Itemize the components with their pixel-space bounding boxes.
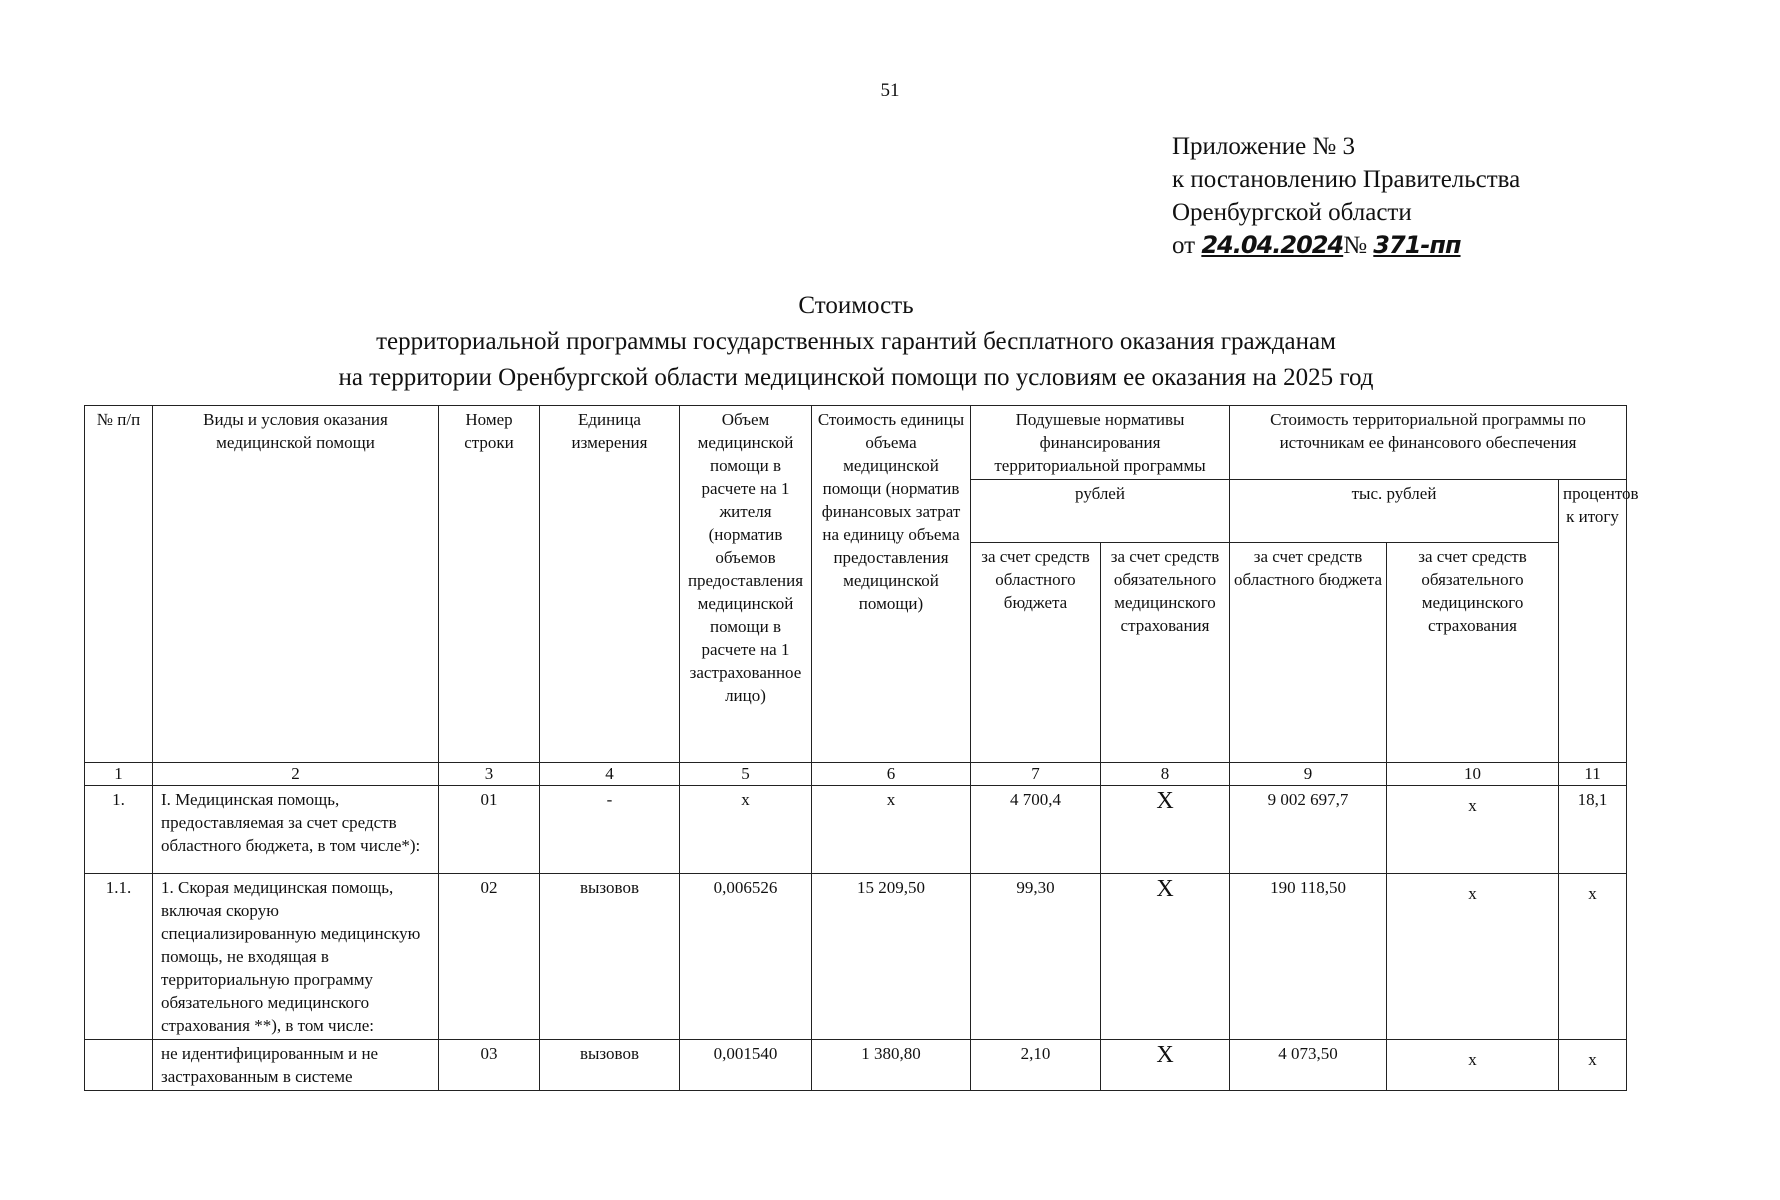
row-unit: вызовов xyxy=(540,874,680,1040)
column-number: 11 xyxy=(1559,763,1627,786)
appendix-prefix-ot: от xyxy=(1172,232,1196,259)
column-number: 3 xyxy=(439,763,540,786)
row-num xyxy=(85,1040,153,1091)
row-desc: I. Медицинская помощь, предоставляемая за счет средств областного бюджета, в том числе*): xyxy=(153,786,439,874)
column-number: 6 xyxy=(812,763,971,786)
row-volume: 0,001540 xyxy=(680,1040,812,1091)
header-percent: процентов к итогу xyxy=(1559,480,1627,763)
header-per-capita-group: Подушевые нормативы финансирования территориальной программы xyxy=(971,406,1230,480)
row-per-capita-oms: Х xyxy=(1101,786,1230,874)
header-per-capita-regional-budget: за счет средств областного бюджета xyxy=(971,543,1101,763)
header-cost-regional-budget: за счет средств областного бюджета xyxy=(1230,543,1387,763)
row-per-capita-oms: Х xyxy=(1101,1040,1230,1091)
row-per-capita-budget: 4 700,4 xyxy=(971,786,1101,874)
row-percent: х xyxy=(1559,874,1627,1040)
header-unit-cost: Стоимость единицы объема медицинской помощи (норматив финансовых затрат на единицу объема предоставления медицинской помощи) xyxy=(812,406,971,763)
column-number-row xyxy=(85,763,1627,786)
document-title xyxy=(0,288,1712,396)
row-line: 01 xyxy=(439,786,540,874)
header-per-capita-mandatory-insurance: за счет средств обязательного медицинского страхования xyxy=(1101,543,1230,763)
row-unit: - xyxy=(540,786,680,874)
row-desc: не идентифицированным и не застрахованным в системе xyxy=(153,1040,439,1091)
header-cost-mandatory-insurance: за счет средств обязательного медицинского страхования xyxy=(1387,543,1559,763)
row-cost-oms: х xyxy=(1387,874,1559,1040)
row-line: 03 xyxy=(439,1040,540,1091)
row-percent: 18,1 xyxy=(1559,786,1627,874)
title-line-1: Стоимость xyxy=(798,292,914,319)
column-number: 7 xyxy=(971,763,1101,786)
header-num: № п/п xyxy=(85,406,153,763)
cost-table xyxy=(84,405,1639,1091)
row-per-capita-budget: 99,30 xyxy=(971,874,1101,1040)
column-number: 4 xyxy=(540,763,680,786)
column-number: 10 xyxy=(1387,763,1559,786)
row-unit: вызовов xyxy=(540,1040,680,1091)
handwritten-date: 24.04.2024 xyxy=(1201,231,1344,259)
row-percent: х xyxy=(1559,1040,1627,1091)
handwritten-number: 371-пп xyxy=(1373,231,1461,259)
row-volume: х xyxy=(680,786,812,874)
appendix-line-3: Оренбургской области xyxy=(1172,199,1412,226)
appendix-line-4 xyxy=(1172,229,1520,262)
row-cost-oms: х xyxy=(1387,1040,1559,1091)
title-line-3: на территории Оренбургской области медицинской помощи по условиям ее оказания на 2025 год xyxy=(338,364,1374,391)
table-row xyxy=(85,874,1627,1040)
row-volume: 0,006526 xyxy=(680,874,812,1040)
header-kinds: Виды и условия оказания медицинской помощи xyxy=(153,406,439,763)
column-number: 8 xyxy=(1101,763,1230,786)
header-line-number: Номер строки xyxy=(439,406,540,763)
row-cost-oms: х xyxy=(1387,786,1559,874)
column-number: 2 xyxy=(153,763,439,786)
row-cost-budget: 190 118,50 xyxy=(1230,874,1387,1040)
row-unit-cost: х xyxy=(812,786,971,874)
table-row xyxy=(85,1040,1627,1091)
number-sign: № xyxy=(1343,232,1368,259)
row-unit-cost: 1 380,80 xyxy=(812,1040,971,1091)
page-number: 51 xyxy=(880,80,900,101)
column-number: 5 xyxy=(680,763,812,786)
column-number: 9 xyxy=(1230,763,1387,786)
header-rubles: рублей xyxy=(971,480,1230,543)
header-volume: Объем медицинской помощи в расчете на 1 жителя (норматив объемов предоставления медицинской помощи в расчете на 1 застрахованное лицо) xyxy=(680,406,812,763)
header-cost-group: Стоимость территориальной программы по источникам ее финансового обеспечения xyxy=(1230,406,1627,480)
row-desc: 1. Скорая медицинская помощь, включая скорую специализированную медицинскую помощь, не входящая в территориальную программу обязательного медицинского страхования **), в том числе: xyxy=(153,874,439,1040)
row-unit-cost: 15 209,50 xyxy=(812,874,971,1040)
appendix-line-2: к постановлению Правительства xyxy=(1172,166,1521,193)
column-number: 1 xyxy=(85,763,153,786)
row-cost-budget: 9 002 697,7 xyxy=(1230,786,1387,874)
row-num: 1. xyxy=(85,786,153,874)
row-per-capita-oms: Х xyxy=(1101,874,1230,1040)
row-line: 02 xyxy=(439,874,540,1040)
header-unit: Единица измерения xyxy=(540,406,680,763)
appendix-line-1: Приложение № 3 xyxy=(1172,133,1356,160)
row-cost-budget: 4 073,50 xyxy=(1230,1040,1387,1091)
appendix-block xyxy=(1172,130,1520,262)
header-thousand-rubles: тыс. рублей xyxy=(1230,480,1559,543)
row-num: 1.1. xyxy=(85,874,153,1040)
table-row xyxy=(85,786,1627,874)
row-per-capita-budget: 2,10 xyxy=(971,1040,1101,1091)
title-line-2: территориальной программы государственных гарантий бесплатного оказания гражданам xyxy=(376,328,1336,355)
